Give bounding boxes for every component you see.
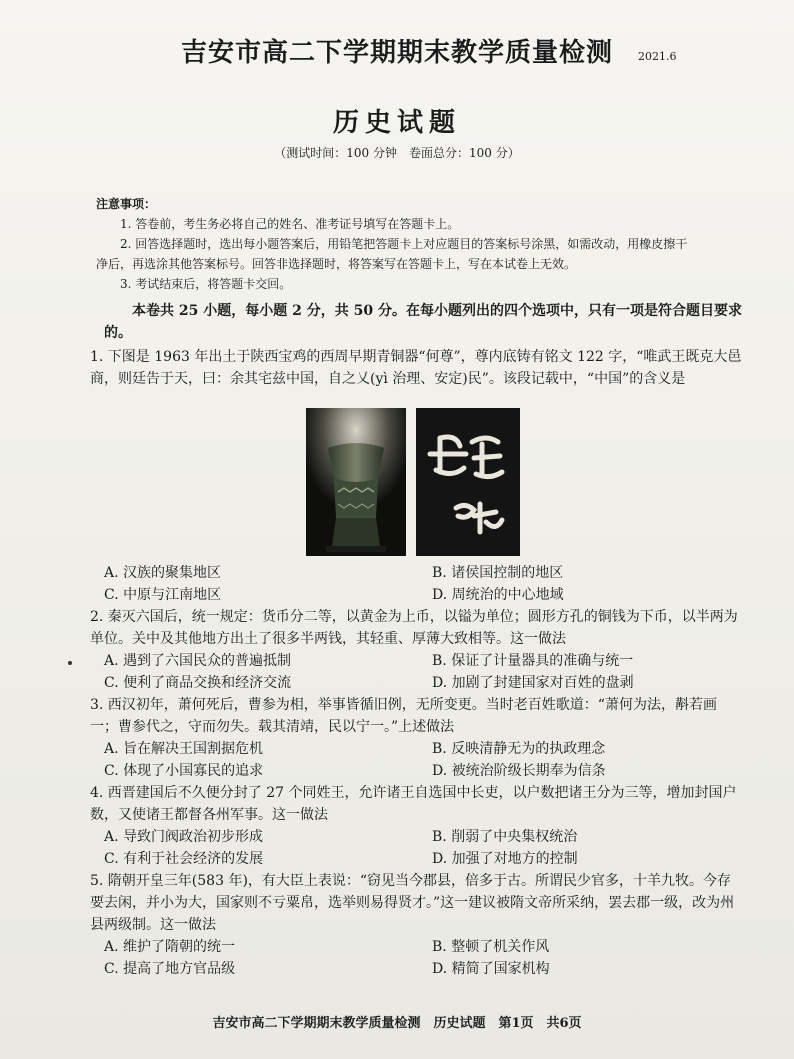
- question-1-options: [104, 562, 744, 606]
- question-2-stem: 2. 秦灭六国后，统一规定：货币分二等，以黄金为上币，以镒为单位；圆形方孔的铜钱为下币，以半两为单位。关中及其他地方出土了很多半两钱，其轻重、厚薄大致相等。这一做法: [90, 609, 738, 647]
- option-d[interactable]: D. 精简了国家机构: [432, 961, 550, 977]
- question-2-options: [104, 650, 744, 694]
- question-4-stem: 4. 西晋建国后不久便分封了 27 个同姓王，允许诸王自选国中长吏，以户数把诸王分为三等，增加封国户数，又使诸王都督各州军事。这一做法: [90, 785, 737, 823]
- option-a[interactable]: A. 遇到了六国民众的普遍抵制: [104, 653, 292, 669]
- exam-date: 2021.6: [638, 50, 677, 63]
- notes-item: 3. 考试结束后，将答题卡交回。: [120, 277, 292, 291]
- option-b[interactable]: B. 保证了计量器具的准确与统一: [432, 653, 634, 669]
- notes-item: 2. 回答选择题时，选出每小题答案后，用铅笔把答题卡上对应题目的答案标号涂黑，如需改动，用橡皮擦干: [120, 237, 688, 251]
- option-b[interactable]: B. 反映清静无为的执政理念: [432, 741, 606, 757]
- option-a[interactable]: A. 维护了隋朝的统一: [104, 939, 236, 955]
- option-c[interactable]: C. 便利了商品交换和经济交流: [104, 675, 292, 691]
- option-c[interactable]: C. 提高了地方官品级: [104, 961, 236, 977]
- notes-item-continued: 净后，再选涂其他答案标号。回答非选择题时，将答案写在答题卡上，写在本试卷上无效。: [96, 257, 577, 271]
- section-intro: 本卷共 25 小题，每小题 2 分，共 50 分。在每小题列出的四个选项中，只有一项是符合题目要求的。: [104, 303, 742, 341]
- option-c[interactable]: C. 中原与江南地区: [104, 587, 222, 603]
- bronze-vessel-icon: [306, 408, 406, 556]
- option-d[interactable]: D. 加剧了封建国家对百姓的盘剥: [432, 675, 634, 691]
- option-d[interactable]: D. 周统治的中心地域: [432, 587, 564, 603]
- stray-mark: [68, 661, 72, 665]
- question-3-stem: 3. 西汉初年，萧何死后，曹参为相，举事皆循旧例，无所变更。当时老百姓歌道：“萧何为法，斠若画一；曹参代之，守而勿失。载其清靖，民以宁一。”上述做法: [90, 697, 717, 735]
- main-title: 吉安市高二下学期期末教学质量检测: [180, 38, 613, 68]
- option-b[interactable]: B. 整顿了机关作风: [432, 939, 550, 955]
- notes-heading: 注意事项：: [96, 197, 157, 211]
- notes-item: 1. 答卷前，考生务必将自己的姓名、准考证号填写在答题卡上。: [120, 217, 460, 231]
- option-b[interactable]: B. 诸侯国控制的地区: [432, 565, 564, 581]
- option-d[interactable]: D. 被统治阶级长期奉为信条: [432, 763, 606, 779]
- question-4-options: [104, 826, 744, 870]
- subject-title: 历史试题: [332, 108, 461, 138]
- option-b[interactable]: B. 削弱了中央集权统治: [432, 829, 578, 845]
- option-c[interactable]: C. 有利于社会经济的发展: [104, 851, 264, 867]
- inscription-glyphs-icon: [416, 408, 520, 556]
- bronze-vessel-photo: [306, 408, 406, 556]
- option-a[interactable]: A. 旨在解决王国割据危机: [104, 741, 264, 757]
- option-d[interactable]: D. 加强了对地方的控制: [432, 851, 578, 867]
- option-a[interactable]: A. 汉族的聚集地区: [104, 565, 222, 581]
- exam-info: （测试时间：100 分钟 卷面总分：100 分）: [274, 146, 520, 160]
- question-1-stem: 1. 下图是 1963 年出土于陕西宝鸡的西周早期青铜器“何尊”，尊内底铸有铭文 122 字，“唯武王既克大邑商，则廷告于天，曰：余其宅兹中国，自之乂(yì 治理、安定)民”。该段记载中，“中国”的含义是: [90, 349, 742, 387]
- bronze-inscription-rubbing: [416, 408, 520, 556]
- question-5-stem: 5. 隋朝开皇三年(583 年)，有大臣上表说：“窃见当今郡县，倍多于古。所谓民少官多，十羊九牧。今存要去闲，并小为大，国家则不亏粟帛，选举则易得贤才。”这一建议被隋文帝所采纳，罢去郡一级，改为州县两级制。这一做法: [90, 873, 735, 933]
- option-c[interactable]: C. 体现了小国寡民的追求: [104, 763, 264, 779]
- question-3-options: [104, 738, 744, 782]
- page-footer: 吉安市高二下学期期末教学质量检测 历史试题 第1页 共6页: [212, 1016, 582, 1031]
- notes-block: [96, 194, 736, 294]
- question-5-options: [104, 936, 744, 980]
- option-a[interactable]: A. 导致门阀政治初步形成: [104, 829, 264, 845]
